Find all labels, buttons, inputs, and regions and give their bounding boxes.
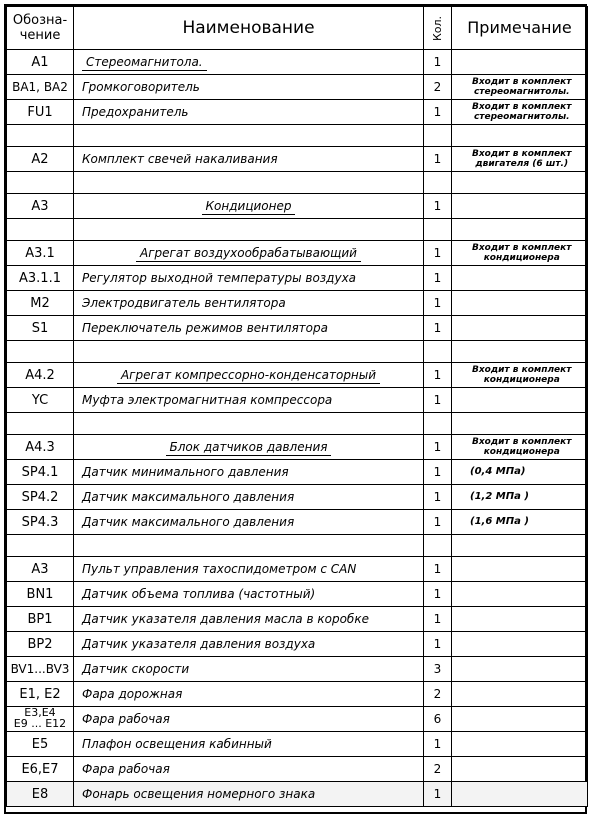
qty-cell: 2 — [424, 682, 452, 707]
header-qty-text: Кол. — [430, 15, 444, 41]
empty-cell — [74, 341, 424, 363]
qty-cell: 2 — [424, 757, 452, 782]
note-cell — [452, 757, 588, 782]
name-cell — [74, 607, 424, 632]
qty-cell: 1 — [424, 50, 452, 75]
note-cell — [452, 363, 588, 388]
designation-cell — [7, 316, 74, 341]
empty-cell — [74, 413, 424, 435]
note-cell — [452, 50, 588, 75]
name-cell — [74, 147, 424, 172]
name-text: Датчик объема топлива (частотный) — [82, 587, 316, 601]
designation-cell — [7, 241, 74, 266]
designation-cell — [7, 582, 74, 607]
qty-cell: 1 — [424, 100, 452, 125]
note-text: Входит в комплект стереомагнитолы. — [472, 102, 572, 122]
designation-text: A1 — [31, 54, 49, 70]
table-row — [7, 266, 588, 291]
qty-cell: 1 — [424, 363, 452, 388]
note-cell — [452, 435, 588, 460]
empty-cell — [7, 219, 74, 241]
designation-text: BV1...BV3 — [10, 661, 70, 676]
table-row — [7, 632, 588, 657]
designation-cell — [7, 485, 74, 510]
designation-cell — [7, 291, 74, 316]
qty-cell: 1 — [424, 607, 452, 632]
table-row — [7, 147, 588, 172]
note-cell — [452, 732, 588, 757]
note-cell — [452, 291, 588, 316]
header-name: Наименование — [74, 7, 424, 50]
designation-cell — [7, 707, 74, 732]
table-row — [7, 75, 588, 100]
name-cell — [74, 100, 424, 125]
note-cell — [452, 388, 588, 413]
qty-cell: 1 — [424, 510, 452, 535]
designation-text: A3 — [31, 561, 49, 577]
designation-text: A3 — [31, 198, 49, 214]
empty-cell — [452, 341, 588, 363]
blank-row — [7, 535, 588, 557]
name-cell — [74, 291, 424, 316]
qty-cell: 1 — [424, 632, 452, 657]
note-cell — [452, 266, 588, 291]
note-text: Входит в комплект стереомагнитолы. — [472, 77, 572, 97]
name-cell — [74, 682, 424, 707]
table-row — [7, 757, 588, 782]
empty-cell — [452, 219, 588, 241]
name-text: Фара дорожная — [82, 687, 183, 701]
designation-cell — [7, 757, 74, 782]
qty-cell: 1 — [424, 435, 452, 460]
name-text: Кондиционер — [202, 199, 296, 215]
designation-text: BN1 — [26, 586, 54, 602]
qty-cell: 1 — [424, 460, 452, 485]
designation-text: S1 — [31, 320, 49, 336]
note-text: Входит в комплект кондиционера — [472, 243, 572, 263]
name-cell — [74, 757, 424, 782]
note-text: Входит в комплект кондиционера — [472, 437, 572, 457]
blank-row — [7, 172, 588, 194]
empty-cell — [74, 125, 424, 147]
note-cell — [452, 510, 588, 535]
note-cell — [452, 75, 588, 100]
empty-cell — [424, 413, 452, 435]
note-cell — [452, 316, 588, 341]
empty-cell — [7, 341, 74, 363]
designation-text: SP4.2 — [21, 489, 59, 505]
table-row — [7, 363, 588, 388]
qty-cell: 1 — [424, 316, 452, 341]
name-text: Датчик указателя давления воздуха — [82, 637, 316, 651]
table-row — [7, 241, 588, 266]
qty-cell: 1 — [424, 147, 452, 172]
designation-cell — [7, 732, 74, 757]
designation-cell — [7, 147, 74, 172]
empty-cell — [74, 219, 424, 241]
empty-cell — [452, 125, 588, 147]
designation-text: E5 — [31, 736, 49, 752]
name-cell — [74, 707, 424, 732]
name-text: Комплект свечей накаливания — [82, 152, 278, 166]
qty-cell: 1 — [424, 241, 452, 266]
qty-cell: 1 — [424, 557, 452, 582]
table-row — [7, 582, 588, 607]
note-cell — [452, 194, 588, 219]
note-text: (0,4 МПа) — [470, 466, 526, 477]
spec-sheet — [4, 4, 587, 814]
designation-cell — [7, 632, 74, 657]
table-row — [7, 194, 588, 219]
qty-cell: 3 — [424, 657, 452, 682]
name-text: Муфта электромагнитная компрессора — [82, 393, 333, 407]
designation-text: A4.3 — [25, 439, 55, 455]
designation-text: BP1 — [27, 611, 53, 627]
name-cell — [74, 316, 424, 341]
blank-row — [7, 219, 588, 241]
name-cell — [74, 75, 424, 100]
note-cell — [452, 557, 588, 582]
name-cell — [74, 363, 424, 388]
note-cell — [452, 100, 588, 125]
header-note: Примечание — [452, 7, 588, 50]
empty-cell — [7, 413, 74, 435]
name-cell — [74, 266, 424, 291]
qty-cell: 1 — [424, 732, 452, 757]
name-cell — [74, 388, 424, 413]
name-text: Фара рабочая — [82, 762, 170, 776]
empty-cell — [424, 172, 452, 194]
header-designation — [7, 7, 74, 50]
name-cell — [74, 435, 424, 460]
blank-row — [7, 125, 588, 147]
designation-cell — [7, 460, 74, 485]
designation-text: BA1, BA2 — [12, 79, 68, 94]
name-cell — [74, 632, 424, 657]
designation-text: E1, E2 — [19, 686, 61, 702]
empty-cell — [424, 219, 452, 241]
name-text: Пульт управления тахоспидометром с CAN — [82, 562, 357, 576]
name-cell — [74, 782, 424, 807]
designation-text: A3.1.1 — [19, 270, 61, 286]
designation-text: E6,E7 — [21, 761, 59, 777]
designation-text: FU1 — [27, 104, 53, 120]
designation-cell — [7, 100, 74, 125]
note-cell — [452, 607, 588, 632]
designation-cell — [7, 75, 74, 100]
qty-cell: 1 — [424, 485, 452, 510]
note-cell — [452, 460, 588, 485]
note-cell — [452, 241, 588, 266]
qty-cell: 1 — [424, 194, 452, 219]
blank-row — [7, 413, 588, 435]
name-text: Фара рабочая — [82, 712, 170, 726]
note-cell — [452, 147, 588, 172]
empty-cell — [74, 535, 424, 557]
table-row — [7, 316, 588, 341]
table-row — [7, 557, 588, 582]
name-text: Электродвигатель вентилятора — [82, 296, 286, 310]
designation-text: M2 — [30, 295, 50, 311]
header-qty — [424, 7, 452, 50]
note-cell — [452, 485, 588, 510]
name-text: Предохранитель — [82, 105, 189, 119]
designation-text: SP4.1 — [21, 464, 59, 480]
table-row — [7, 732, 588, 757]
name-cell — [74, 657, 424, 682]
qty-cell: 1 — [424, 291, 452, 316]
empty-cell — [7, 172, 74, 194]
designation-cell — [7, 782, 74, 807]
note-cell — [452, 657, 588, 682]
blank-row — [7, 341, 588, 363]
table-row — [7, 100, 588, 125]
spec-table-body — [7, 7, 588, 807]
name-cell — [74, 582, 424, 607]
name-text: Плафон освещения кабинный — [82, 737, 272, 751]
designation-cell — [7, 194, 74, 219]
name-text: Переключатель режимов вентилятора — [82, 321, 328, 335]
empty-cell — [452, 172, 588, 194]
designation-text: E8 — [31, 786, 49, 802]
name-cell — [74, 241, 424, 266]
empty-cell — [424, 341, 452, 363]
name-cell — [74, 485, 424, 510]
designation-cell — [7, 557, 74, 582]
designation-cell — [7, 510, 74, 535]
empty-cell — [7, 535, 74, 557]
designation-cell — [7, 682, 74, 707]
designation-cell — [7, 435, 74, 460]
designation-text: A3.1 — [25, 245, 55, 261]
designation-cell — [7, 50, 74, 75]
qty-cell: 6 — [424, 707, 452, 732]
designation-cell — [7, 388, 74, 413]
empty-cell — [424, 535, 452, 557]
note-cell — [452, 582, 588, 607]
designation-text: A4.2 — [25, 367, 55, 383]
table-row — [7, 460, 588, 485]
qty-cell: 1 — [424, 388, 452, 413]
name-text: Агрегат компрессорно-конденсаторный — [117, 368, 380, 384]
designation-text: E3,E4 E9 ... E12 — [13, 706, 67, 730]
qty-cell: 1 — [424, 582, 452, 607]
table-row — [7, 510, 588, 535]
table-row — [7, 435, 588, 460]
name-text: Датчик максимального давления — [82, 490, 295, 504]
empty-cell — [452, 413, 588, 435]
name-cell — [74, 194, 424, 219]
spec-table — [6, 6, 588, 807]
table-row — [7, 707, 588, 732]
note-text: Входит в комплект кондиционера — [472, 365, 572, 385]
header-row — [7, 7, 588, 50]
name-text: Регулятор выходной температуры воздуха — [82, 271, 357, 285]
name-text: Блок датчиков давления — [166, 440, 332, 456]
empty-cell — [424, 125, 452, 147]
note-cell — [452, 707, 588, 732]
name-text: Громкоговоритель — [82, 80, 200, 94]
name-text: Датчик максимального давления — [82, 515, 295, 529]
empty-cell — [74, 172, 424, 194]
table-row — [7, 388, 588, 413]
note-text: Входит в комплект двигателя (6 шт.) — [472, 149, 572, 169]
designation-cell — [7, 363, 74, 388]
header-designation-text: Обозна- чение — [12, 13, 68, 43]
name-cell — [74, 460, 424, 485]
name-text: Фонарь освещения номерного знака — [82, 787, 316, 801]
name-cell — [74, 510, 424, 535]
table-row — [7, 291, 588, 316]
designation-cell — [7, 266, 74, 291]
table-row — [7, 657, 588, 682]
qty-cell: 1 — [424, 782, 452, 807]
empty-cell — [7, 125, 74, 147]
name-text: Стереомагнитола. — [82, 55, 207, 71]
note-text: (1,2 МПа ) — [470, 491, 529, 502]
name-cell — [74, 557, 424, 582]
designation-cell — [7, 657, 74, 682]
table-row — [7, 782, 588, 807]
note-text: (1,6 МПа ) — [470, 516, 529, 527]
name-text: Датчик указателя давления масла в коробке — [82, 612, 369, 626]
qty-cell: 2 — [424, 75, 452, 100]
empty-cell — [452, 535, 588, 557]
designation-text: SP4.3 — [21, 514, 59, 530]
table-row — [7, 50, 588, 75]
name-text: Датчик скорости — [82, 662, 190, 676]
note-cell — [452, 782, 588, 807]
table-row — [7, 485, 588, 510]
note-cell — [452, 682, 588, 707]
designation-text: A2 — [31, 151, 49, 167]
designation-text: BP2 — [27, 636, 53, 652]
table-row — [7, 682, 588, 707]
name-cell — [74, 50, 424, 75]
name-cell — [74, 732, 424, 757]
designation-cell — [7, 607, 74, 632]
qty-cell: 1 — [424, 266, 452, 291]
table-row — [7, 607, 588, 632]
designation-text: YC — [31, 392, 49, 408]
note-cell — [452, 632, 588, 657]
name-text: Агрегат воздухообрабатывающий — [136, 246, 361, 262]
name-text: Датчик минимального давления — [82, 465, 289, 479]
